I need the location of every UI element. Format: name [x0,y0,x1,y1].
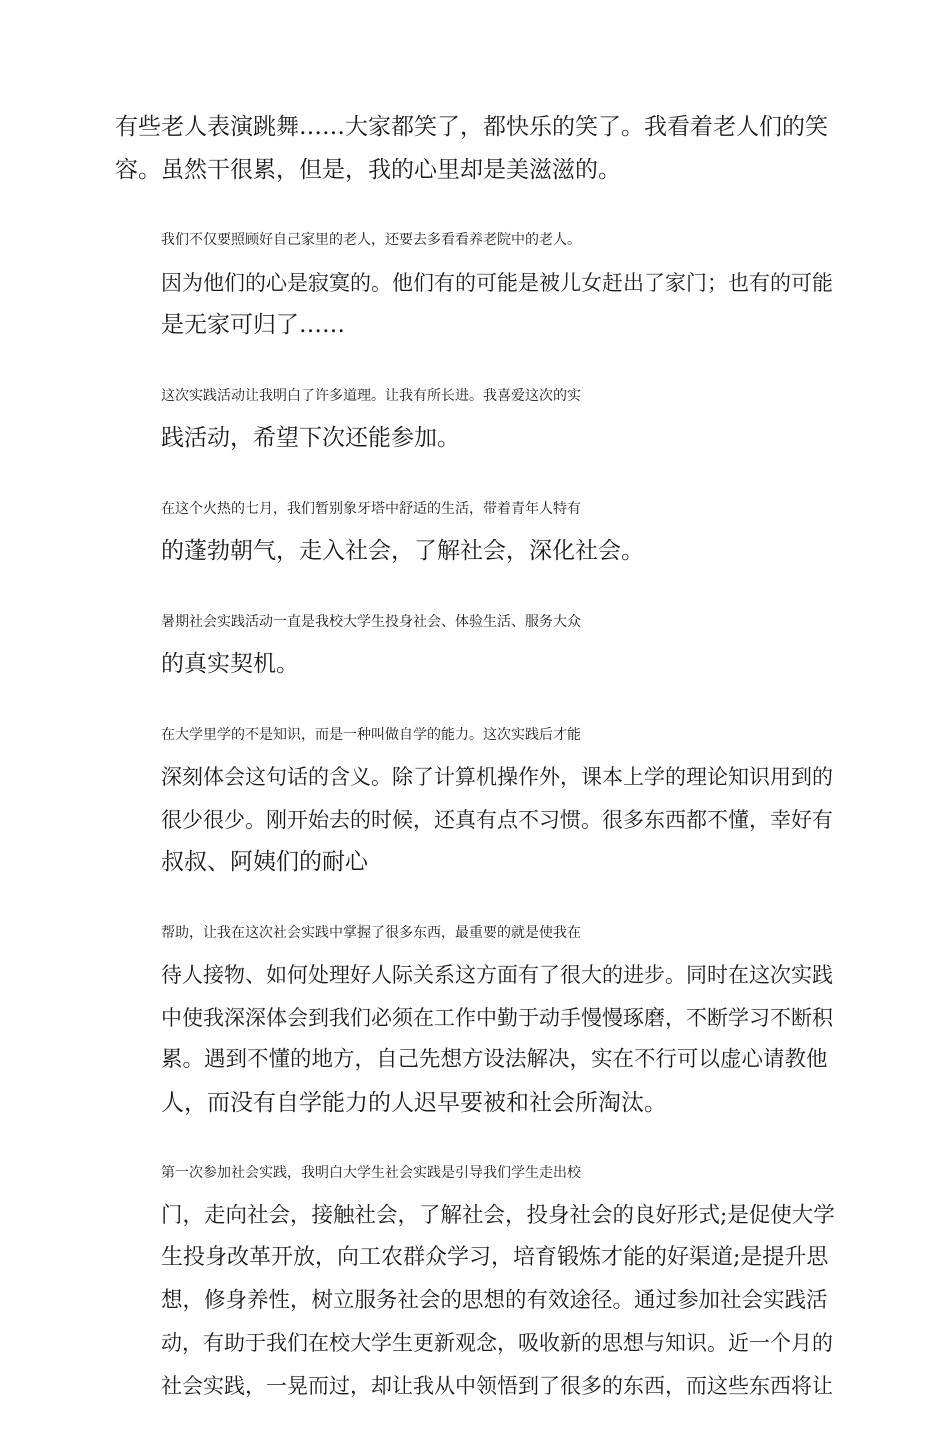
text-line: 帮助，让我在这次社会实践中掌握了很多东西，最重要的就是使我在 [161,924,581,941]
paragraph [115,488,835,573]
text-line: 待人接物、如何处理好人际关系这方面有了很大的进步。同时在这次实践 [161,963,833,987]
text-line: 我们不仅要照顾好自己家里的老人，还要去多看看养老院中的老人。 [161,232,581,248]
paragraph [115,714,835,884]
paragraph [115,601,835,686]
text-line: 中使我深深体会到我们必须在工作中勤于动手慢慢琢磨，不断学习不断积 [161,1005,833,1030]
text-line: 是无家可归了…… [161,312,345,338]
paragraph [115,912,835,1125]
text-line: 暑期社会实践活动一直是我校大学生投身社会、体验生活、服务大众 [161,613,581,630]
text-line: 因为他们的心是寂寞的。他们有的可能是被儿女赶出了家门；也有的可能 [161,270,833,295]
text-line: 的蓬勃朝气，走入社会，了解社会，深化社会。 [161,538,644,564]
text-line: 践活动，希望下次还能参加。 [161,425,460,451]
text-line: 这次实践活动让我明白了许多道理。让我有所长进。我喜爱这次的实 [161,387,581,404]
text-line: 的真实契机。 [161,651,299,677]
text-line: 第一次参加社会实践，我明白大学生社会实践是引导我们学生走出校 [161,1165,581,1181]
text-line: 社会实践，一晃而过，却让我从中领悟到了很多的东西，而这些东西将让 [161,1373,833,1398]
text-line: 深刻体会这句话的含义。除了计算机操作外，课本上学的理论知识用到的 [161,765,833,789]
text-line: 在这个火热的七月，我们暂别象牙塔中舒适的生活，带着青年人特有 [161,500,581,517]
text-line: 容。虽然干很累，但是，我的心里却是美滋滋的。 [115,156,621,183]
paragraph [115,106,835,191]
paragraph [115,219,835,347]
text-line: 想，修身养性，树立服务社会的思想的有效途径。通过参加社会实践活 [161,1287,828,1313]
text-line: 门，走向社会，接触社会，了解社会，投身社会的良好形式;是促使大学 [161,1202,835,1228]
text-line: 人，而没有自学能力的人迟早要被和社会所淘汰。 [161,1089,667,1116]
text-line: 动，有助于我们在校大学生更新观念，吸收新的思想与知识。近一个月的 [161,1331,833,1355]
text-line: 很少很少。刚开始去的时候，还真有点不习惯。很多东西都不懂，幸好有 [161,807,833,832]
paragraph [115,1152,835,1407]
text-line: 累。遇到不懂的地方，自己先想方设法解决，实在不行可以虚心请教他 [161,1047,828,1072]
text-line: 有些老人表演跳舞……大家都笑了，都快乐的笑了。我看着老人们的笑 [115,114,828,140]
text-line: 生投身改革开放，向工农群众学习，培育锻炼才能的好渠道;是提升思 [161,1245,829,1270]
document-body [115,106,835,1435]
text-line: 叔叔、阿姨们的耐心 [161,849,368,875]
text-line: 在大学里学的不是知识，而是一种叫做自学的能力。这次实践后才能 [161,726,581,743]
paragraph [115,375,835,460]
